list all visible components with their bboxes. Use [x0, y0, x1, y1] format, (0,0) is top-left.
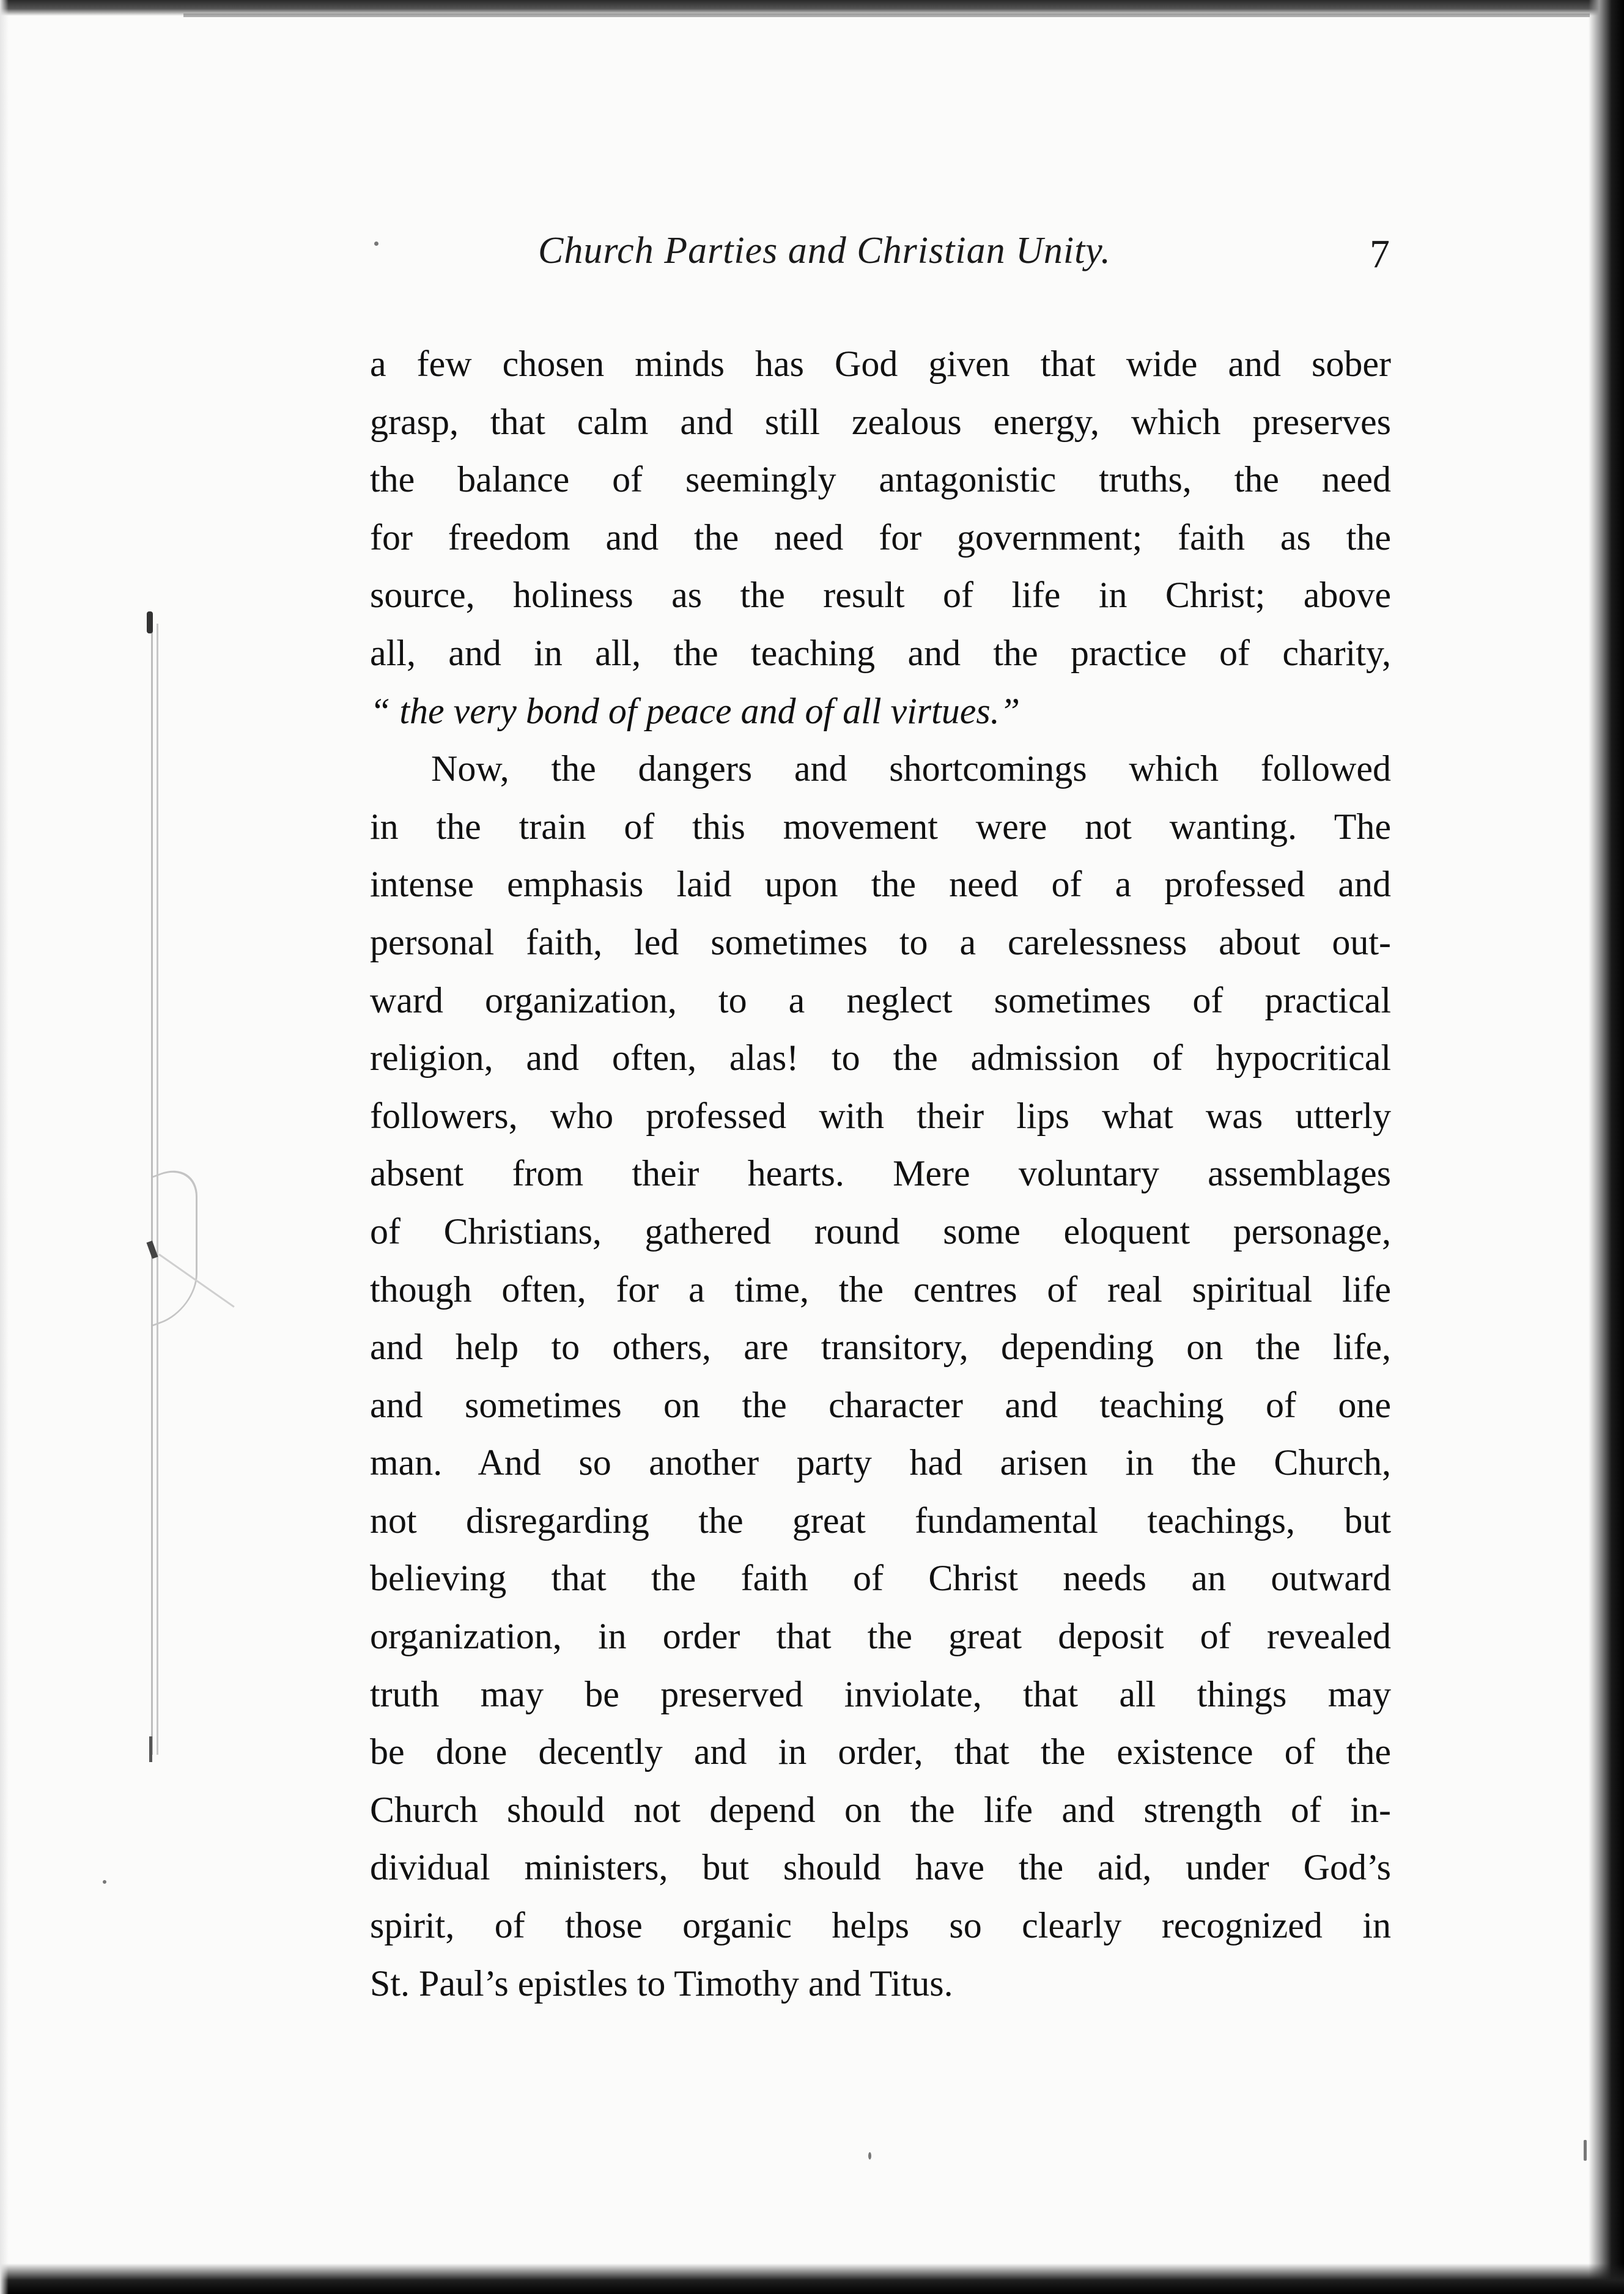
- page-number: 7: [1370, 232, 1390, 276]
- text-line: a few chosen minds has God given that wide and sober: [370, 344, 1391, 384]
- scan-edge-right: [1589, 0, 1624, 2294]
- text-line: and help to others, are transitory, depending on the life,: [370, 1327, 1391, 1368]
- paragraph-first-line: Now, the dangers and shortcomings which followed: [431, 748, 1391, 789]
- text-line: personal faith, led sometimes to a carelessness about out-: [370, 921, 1391, 962]
- quotation-line: “ the very bond of peace and of all virtues.”: [370, 690, 1021, 731]
- text-line: absent from their hearts. Mere voluntary assemblages: [370, 1153, 1391, 1194]
- binding-loop: [153, 1160, 197, 1327]
- scan-speck: [374, 242, 378, 246]
- text-line: grasp, that calm and still zealous energy, which preserves: [370, 401, 1391, 442]
- text-line: religion, and often, alas! to the admission of hypocritical: [370, 1038, 1391, 1079]
- text-line: and sometimes on the character and teaching of one: [370, 1384, 1391, 1425]
- text-line: organization, in order that the great deposit of revealed: [370, 1616, 1391, 1657]
- text-line: all, and in all, the teaching and the practice of charity,: [370, 632, 1391, 673]
- scan-speck: [1584, 2140, 1587, 2161]
- text-line: for freedom and the need for government; faith as the: [370, 517, 1391, 558]
- scan-speck: [103, 1880, 106, 1884]
- text-line: followers, who professed with their lips what was utterly: [370, 1095, 1391, 1136]
- text-line: not disregarding the great fundamental teachings, but: [370, 1500, 1391, 1541]
- binding-mark-top: [147, 611, 153, 633]
- text-line: be done decently and in order, that the existence of the: [370, 1732, 1391, 1772]
- text-line: the balance of seemingly antagonistic truths, the need: [370, 459, 1391, 500]
- binding-mark-bottom: [149, 1736, 152, 1762]
- text-line: Church should not depend on the life and strength of in-: [370, 1789, 1391, 1830]
- scan-speck: [868, 2152, 871, 2159]
- text-line: believing that the faith of Christ needs an outward: [370, 1558, 1391, 1599]
- text-line: intense emphasis laid upon the need of a professed and: [370, 864, 1391, 905]
- text-line: in the train of this movement were not wanting. The: [370, 806, 1391, 847]
- scan-edge-bottom: [0, 2263, 1624, 2294]
- scan-edge-top-line: [183, 13, 1590, 17]
- scan-edge-left: [0, 0, 9, 2294]
- text-line: though often, for a time, the centres of real spiritual life: [370, 1269, 1391, 1310]
- text-line: dividual ministers, but should have the aid, under God’s: [370, 1847, 1391, 1888]
- text-line: truth may be preserved inviolate, that all things may: [370, 1673, 1391, 1714]
- paragraph-last-line: St. Paul’s epistles to Timothy and Titus.: [370, 1963, 953, 2004]
- body-text: [370, 335, 1391, 2012]
- text-line: source, holiness as the result of life in Christ; above: [370, 575, 1391, 616]
- text-line: of Christians, gathered round some eloquent personage,: [370, 1211, 1391, 1252]
- text-line: spirit, of those organic helps so clearly recognized in: [370, 1905, 1391, 1946]
- text-line: ward organization, to a neglect sometimes of practical: [370, 979, 1391, 1020]
- running-head: Church Parties and Christian Unity.: [538, 230, 1111, 271]
- text-line: man. And so another party had arisen in the Church,: [370, 1442, 1391, 1483]
